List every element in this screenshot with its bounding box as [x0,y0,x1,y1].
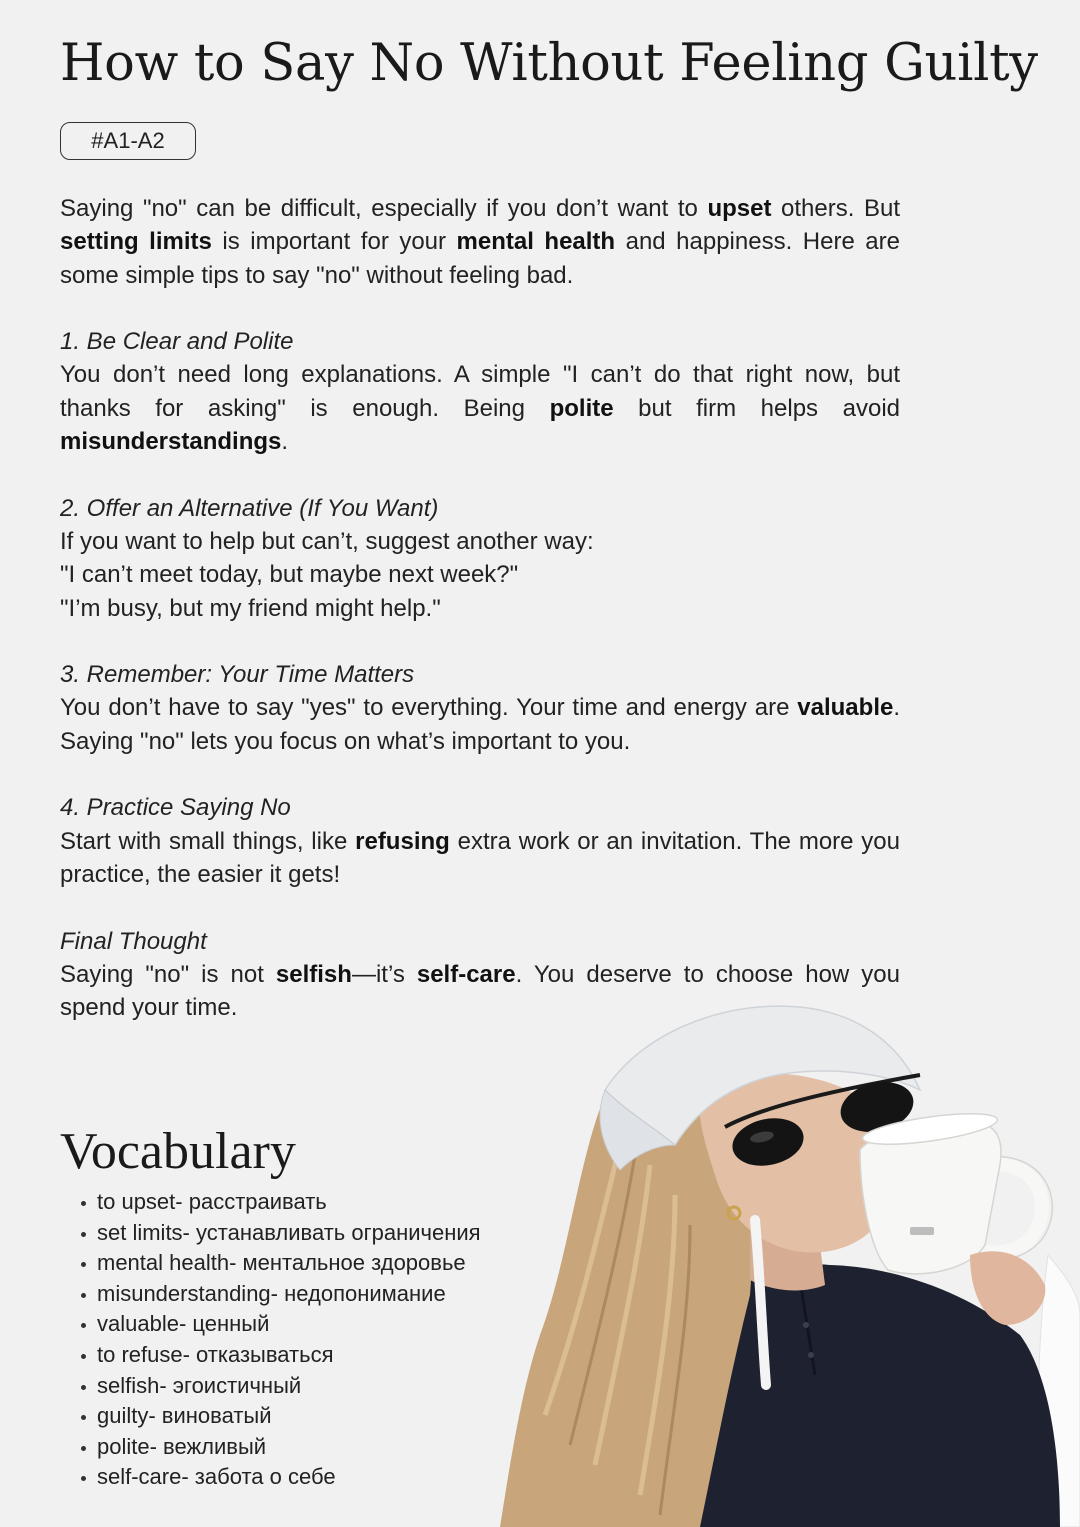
tip-4-heading: 4. Practice Saying No [60,794,291,822]
tip-4-text-1: Start with small things, like [60,827,356,855]
vocab-item: to upset- расстраивать [72,1187,481,1218]
tip-1-text-2: but firm helps avoid [613,394,900,422]
final-thought-heading: Final Thought [60,927,207,955]
tip-4-text-2: extra work or an invitation. The more you practice, the easier it gets! [60,827,901,888]
tip-1-bold-misunderstandings: misunderstandings [60,428,282,456]
tip-1-heading: 1. Be Clear and Polite [60,328,294,356]
intro-text-1: Saying "no" can be difficult, especially if you don’t want to [60,195,708,222]
final-text-1: Saying "no" is not [60,960,276,988]
intro-bold-mental-health: mental health [456,228,616,256]
vocab-item: misunderstanding- недопонимание [72,1279,481,1310]
level-badge: #A1-A2 [60,122,196,160]
vocab-item: selfish- эгоистичный [72,1371,481,1402]
tip-2-line-2: "I can’t meet today, but maybe next week?" [60,561,519,589]
tip-1-text-3: . [281,428,289,456]
intro-paragraph [60,192,900,292]
intro-text-3: is important for your [211,228,457,256]
shirt-button [808,1352,814,1358]
vocab-item: self-care- забота о себе [72,1462,481,1493]
tip-3-text-2: . Saying "no" lets you focus on what’s important to you. [60,694,900,755]
tip-1-text-1: You don’t need long explanations. A simple "I can’t do that right now, but thanks for asking" is enough. Being [60,361,900,422]
vocabulary-list [72,1187,481,1493]
vocab-item: polite- вежливый [72,1432,481,1463]
vocab-item: set limits- устанавливать ограничения [72,1218,481,1249]
intro-text-4: and happiness. Here are some simple tips to say "no" without feeling bad. [60,228,900,289]
tip-1 [60,325,900,458]
vocab-item: guilty- виноватый [72,1401,481,1432]
tip-2-line-1: If you want to help but can’t, suggest another way: [60,527,594,555]
tip-4 [60,791,900,891]
page-title: How to Say No Without Feeling Guilty [60,34,1038,93]
tip-3-heading: 3. Remember: Your Time Matters [60,661,415,689]
vocab-item: to refuse- отказываться [72,1340,481,1371]
mug-body [860,1123,1001,1274]
vocabulary-title: Vocabulary [60,1123,296,1180]
tip-2-heading: 2. Offer an Alternative (If You Want) [60,494,439,522]
intro-text-2: others. But [771,195,901,222]
tip-4-bold-refusing: refusing [355,827,450,855]
intro-bold-setting-limits: setting limits [60,228,212,256]
final-text-3: . You deserve to choose how you spend your time. [60,960,900,1022]
tip-2 [60,492,900,625]
final-bold-self-care: self-care [416,960,516,988]
vocab-item: valuable- ценный [72,1309,481,1340]
tip-3-text-1: You don’t have to say "yes" to everything. Your time and energy are [60,694,798,722]
final-text-2: —it’s [351,960,417,988]
woman-drinking-photo [500,995,1080,1527]
mug-print [910,1227,934,1235]
intro-bold-upset: upset [707,195,772,222]
final-bold-selfish: selfish [275,960,352,988]
article-body [60,192,900,1058]
shirt-button [803,1322,809,1328]
tip-1-bold-polite: polite [549,394,614,422]
tip-3-bold-valuable: valuable [797,694,894,722]
tip-3 [60,658,900,758]
tip-2-line-3: "I’m busy, but my friend might help." [60,594,441,622]
vocab-item: mental health- ментальное здоровье [72,1248,481,1279]
